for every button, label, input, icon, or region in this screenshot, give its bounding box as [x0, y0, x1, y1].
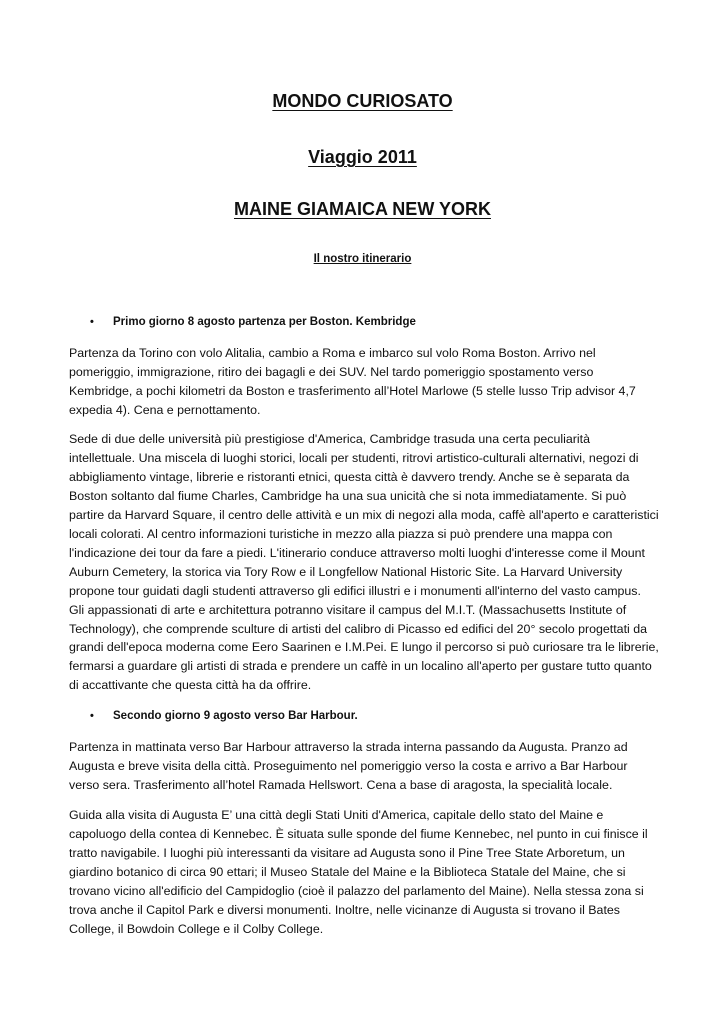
- bullet-icon: •: [90, 710, 94, 722]
- day1-heading-text: Primo giorno 8 agosto partenza per Boston. Kembridge: [113, 316, 416, 328]
- day2-paragraph-2: Guida alla visita di Augusta E’ una città degli Stati Uniti d'America, capitale dello stato del Maine e capoluogo della contea di Kennebec. È situata sulle sponde del fiume Kennebec, nel punto in cui finisce il tratto navigabile. I luoghi più interessanti da visitare ad Augusta sono il Pine Tree State Arboretum, un giardino botanico di circa 90 ettari; il Museo Statale del Maine e la Biblioteca Statale del Maine, che si trovano vicino all'edificio del Campidoglio (cioè il palazzo del parlamento del Maine). Nella stessa zona si trova anche il Capitol Park e diversi monumenti. Inoltre, nelle vicinanze di Augusta si trovano il Bates College, il Bowdoin College e il Colby College.: [69, 808, 648, 936]
- day1-paragraph-2: Sede di due delle università più prestigiose d'America, Cambridge trasuda una certa peculiarità intellettuale. Una miscela di luoghi storici, locali per studenti, ritrovi artistico-culturali alternativi, negozi di abbigliamento vintage, librerie e ristoranti etnici, questa città è davvero trendy. Anche se è separata da Boston soltanto dal fiume Charles, Cambridge ha una sua unicità che si nota immediatamente. Si può partire da Harvard Square, il centro delle attività e un mix di negozi alla moda, caffè all'aperto e caratteristici locali colorati. Al centro informazioni turistiche in mezzo alla piazza si può prendere una mappa con l'indicazione dei tour da fare a piedi. L'itinerario conduce attraverso molti luoghi d'interesse come il Mount Auburn Cemetery, la storica via Tory Row e il Longfellow National Historic Site. La Harvard University propone tour guidati dagli studenti attraverso gli edifici illustri e i monumenti all'interno del vasto campus. Gli appassionati di arte e architettura potranno visitare il campus del M.I.T. (Massachusetts Institute of Technology), che comprende sculture di artisti del calibro di Picasso ed edifici del 20° secolo progettati da grandi dell'epoca moderna come Eero Saarinen e I.M.Pei. E lungo il percorso si può curiosare tra le librerie, fermarsi a guardare gli artisti di strada e prendere un caffè in un localino all'aperto per gustare tutto quanto di accattivante che questa città ha da offrire.: [69, 432, 659, 693]
- document-title: MONDO CURIOSATO: [272, 91, 453, 111]
- itinerary-subtitle: Il nostro itinerario: [313, 253, 412, 265]
- day2-heading-text: Secondo giorno 9 agosto verso Bar Harbour.: [113, 710, 358, 722]
- day1-paragraph-1: Partenza da Torino con volo Alitalia, cambio a Roma e imbarco sul volo Roma Boston. Arrivo nel pomeriggio, immigrazione, ritiro dei bagagli e dei SUV. Nel tardo pomeriggio spostamento verso Kembridge, a pochi kilometri da Boston e trasferimento all’Hotel Marlowe (5 stelle lusso Trip advisor 4,7 expedia 4). Cena e pernottamento.: [69, 346, 636, 417]
- destinations-title: MAINE GIAMAICA NEW YORK: [233, 199, 491, 219]
- trip-year-title: Viaggio 2011: [308, 147, 417, 167]
- bullet-icon: •: [90, 316, 94, 328]
- day2-paragraph-1: Partenza in mattinata verso Bar Harbour attraverso la strada interna passando da Augusta. Pranzo ad Augusta e breve visita della città. Proseguimento nel pomeriggio verso la costa e arrivo a Bar Harbour verso sera. Trasferimento all’hotel Ramada Hellswort. Cena a base di aragosta, la specialità locale.: [69, 740, 628, 792]
